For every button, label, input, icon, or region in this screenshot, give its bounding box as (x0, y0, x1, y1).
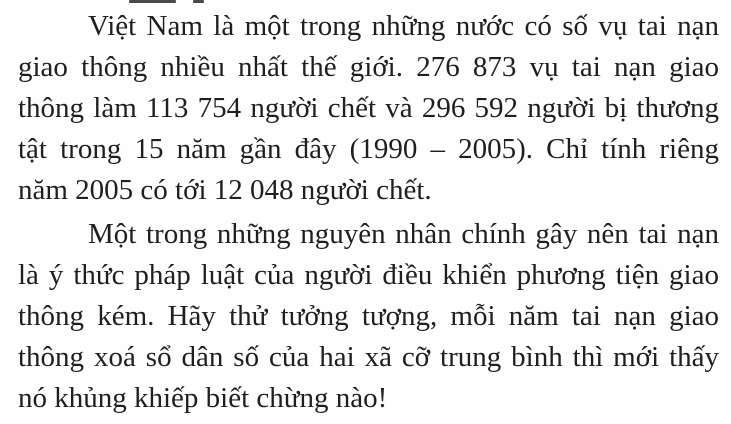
text-line: thông kém. Hãy thử tưởng tượng, mỗi năm tai nạn giao (18, 300, 719, 332)
text-line: Việt Nam là một trong những nước có số vụ tai nạn (88, 10, 719, 42)
text-line: thông làm 113 754 người chết và 296 592 người bị thương (18, 92, 719, 124)
text-line: nó khủng khiếp biết chừng nào! (18, 382, 388, 414)
paragraph-2 (18, 214, 719, 419)
text-line: năm 2005 có tới 12 048 người chết. (18, 174, 432, 206)
text-line: tật trong 15 năm gần đây (1990 – 2005). Chỉ tính riêng (18, 133, 719, 165)
paragraph-1 (18, 6, 719, 211)
scan-crop-artifact (129, 0, 176, 3)
text-line: thông xoá sổ dân số của hai xã cỡ trung bình thì mới thấy (18, 341, 719, 373)
text-line: Một trong những nguyên nhân chính gây nên tai nạn (88, 218, 719, 250)
text-line: là ý thức pháp luật của người điều khiển phương tiện giao (18, 259, 719, 291)
text-line: giao thông nhiều nhất thế giới. 276 873 vụ tai nạn giao (18, 51, 719, 83)
scan-crop-artifact (193, 0, 204, 3)
